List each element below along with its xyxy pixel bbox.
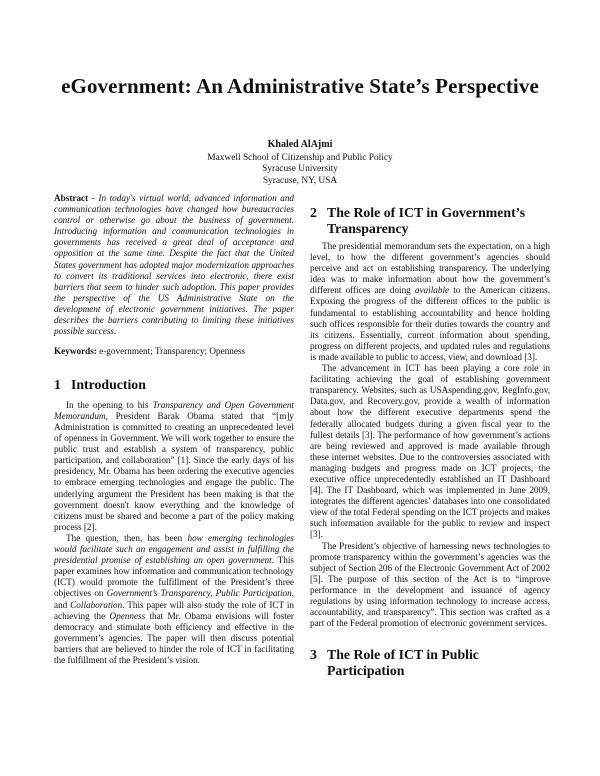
section-1-number: 1: [54, 377, 61, 393]
author-location: Syracuse, NY, USA: [262, 175, 338, 186]
text-run-italic: available: [414, 285, 450, 296]
text-run: to the American citizens. Exposing the progress of the different offices to the public is fundamental to establishing accountability and hence holding such offices responsible for their duties towards the country and its citizens. Essentially, current information about spending, progress on different projects, and updated rules and regulations is made available to public to access, view, and download [3].: [310, 285, 550, 362]
text-run: , President Barak Obama stated that “[m]y Administration is committed to creating an unprecedented level of openness in Government. We will work together to ensure the public trust and establish a system of transparency, public participation, and collaboration” [1]. Since the early days of his presidency, Mr. Obama has been ordering the executive agencies to embrace emerging technologies and engage the public. The underlying argument the President has been making is that the government doesn't know everything and the knowledge of citizens must be shared and become a part of the policy making process [2].: [54, 410, 294, 532]
section-2-paragraph-1: [310, 241, 550, 363]
right-column: [310, 205, 550, 683]
keywords: [54, 346, 294, 357]
text-run: The presidential memorandum sets the expectation, on a high level, to how the different government’s agencies should perceive and act on establishing transparency. The underlying idea was to make information about how the government’s different offices are doing: [310, 241, 550, 296]
text-run-italic: Openness: [109, 610, 146, 621]
section-3-number: 3: [310, 647, 317, 663]
text-run: . This paper will also study the role of ICT in achieving the: [54, 599, 295, 621]
abstract-label: Abstract -: [54, 193, 95, 203]
abstract: [54, 193, 294, 337]
section-1-paragraph-1: [54, 400, 294, 533]
keywords-label: Keywords:: [54, 346, 97, 357]
author-block: [0, 139, 600, 187]
text-run: , and: [54, 588, 295, 610]
section-3-title: The Role of ICT in Public Participation: [327, 647, 479, 678]
text-run-italic: Government’s Transparency, Public Participation: [106, 588, 292, 599]
author-affiliation: Maxwell School of Citizenship and Public Policy: [207, 152, 393, 163]
section-2-paragraph-2: The advancement in ICT has been playing a core role in facilitating achieving the goal of establishing government transparency. Websites, such as USAspending.gov, RegInfo.gov, Data.gov, and Recovery.gov, provide a wealth of information about how the different executive departments spend the federally allocated budgets during a given fiscal year to the fullest details [3]. The performance of how government’s actions are being reviewed and approved is made available through these internet websites. Due to the controversies associated with managing budgets and progress made on ICT projects, the executive office unprecedentedly established an IT Dashboard [4]. The IT Dashboard, which was implemented in June 2009, integrates the different agencies’ databases into one consolidated view of the total Federal spending on the ICT projects and makes such information available for the public to review and inspect [3].: [310, 363, 550, 540]
section-2-heading: [310, 205, 550, 236]
text-run-italic: Collaboration: [70, 599, 123, 610]
section-2-number: 2: [310, 205, 317, 220]
abstract-text: In today's virtual world, advanced information and communication technologies have changed how bureaucracies control or otherwise go about the business of government. Introducing information and communication technologies in governments has received a great deal of acceptance and opposition at the same time. Despite the fact that the United States government has adopted major modernization approaches to convert its traditional services into electronic, there exist barriers that seem to hinder such adoption. This paper provides the perspective of the US Administrative State on the development of electronic government initiatives. The paper describes the barriers contributing to limiting these initiatives possible success.: [54, 193, 295, 337]
left-column: [54, 193, 294, 666]
section-2-title: The Role of ICT in Government’s Transparency: [327, 205, 526, 236]
text-run-italic: Transparency and Open Government Memorandum: [54, 399, 294, 421]
section-1-title: Introduction: [71, 377, 146, 393]
section-1-heading: [54, 377, 294, 393]
section-2-paragraph-3: The President’s objective of harnessing news technologies to promote transparency within the government’s agencies was the subject of Section 206 of the Electronic Government Act of 2002 [5]. The purpose of this section of the Act is to “improve performance in the development and issuance of agency regulations by using information technology to increase access, accountability, and transparency”. This section was crafted as a part of the Federal promotion of electronic government services.: [310, 540, 550, 629]
text-run: that Mr. Obama envisions will foster democracy and stimulate both efficiency and effective in the government’s agencies. The paper will then discuss potential barriers that are believed to hinder the role of ICT in facilitating the fulfillment of the President’s vision.: [54, 610, 294, 665]
text-run-italic: how emerging technologies would facilitate such an engagement and assist in fulfilling the presidential promise of establishing an open government: [54, 532, 294, 566]
section-1-paragraph-2: [54, 533, 294, 666]
paper-title: eGovernment: An Administrative State’s Perspective: [61, 74, 539, 98]
author-university: Syracuse University: [262, 164, 338, 174]
author-name: Khaled AlAjmi: [267, 139, 333, 150]
text-run: . This paper examines how information and communication technology (ICT) would promote the fulfillment of the President’s three objectives on: [54, 555, 294, 599]
keywords-text: e-government; Transparency; Openness: [99, 346, 246, 357]
section-3-heading: [310, 647, 550, 678]
text-run: The question, then, has been: [66, 532, 188, 543]
text-run: In the opening to his: [66, 399, 153, 410]
